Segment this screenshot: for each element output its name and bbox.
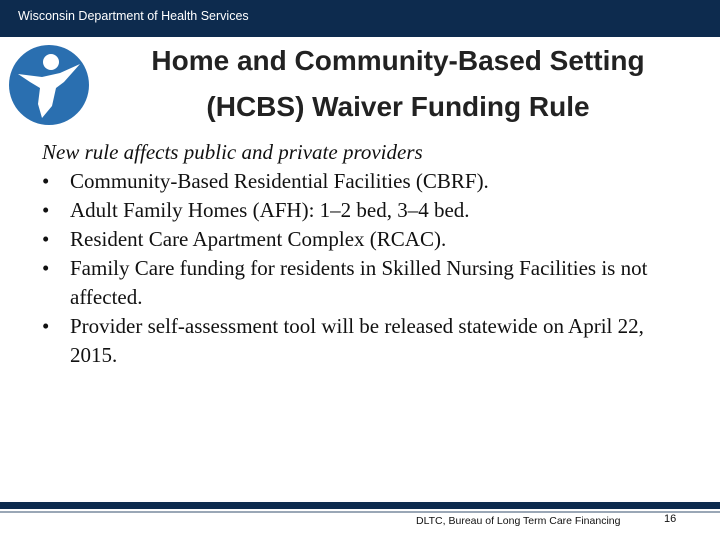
list-item (42, 196, 682, 225)
list-item (42, 225, 682, 254)
page-number: 16 (664, 513, 677, 525)
slide-body (42, 138, 682, 370)
intro-text: New rule affects public and private providers (42, 140, 423, 164)
slide-title (98, 38, 698, 130)
bullet-text: Community-Based Residential Facilities (CBRF). (70, 169, 489, 193)
bullet-dot-icon: • (42, 198, 50, 222)
list-item (42, 167, 682, 196)
dhs-logo-icon (8, 44, 90, 126)
footer-divider (0, 511, 720, 513)
bullet-text: Adult Family Homes (AFH): 1–2 bed, 3–4 bed. (70, 198, 470, 222)
header-bar (0, 0, 720, 37)
list-item (42, 254, 682, 312)
slide-title-line-2: (HCBS) Waiver Funding Rule (206, 91, 590, 122)
list-item (42, 312, 682, 370)
bullet-dot-icon: • (42, 169, 50, 193)
bullet-text: Provider self-assessment tool will be released statewide on April 22, 2015. (70, 314, 644, 367)
bullet-text: Resident Care Apartment Complex (RCAC). (70, 227, 447, 251)
bullet-dot-icon: • (42, 314, 50, 338)
agency-name: Wisconsin Department of Health Services (18, 9, 249, 23)
bullet-dot-icon: • (42, 227, 50, 251)
footer-bar (0, 502, 720, 509)
bullet-dot-icon: • (42, 256, 50, 280)
footer-org: DLTC, Bureau of Long Term Care Financing (416, 515, 621, 527)
slide-title-line-1: Home and Community-Based Setting (151, 45, 645, 76)
bullet-text: Family Care funding for residents in Skilled Nursing Facilities is not affected. (70, 256, 648, 309)
bullet-list (42, 167, 682, 370)
